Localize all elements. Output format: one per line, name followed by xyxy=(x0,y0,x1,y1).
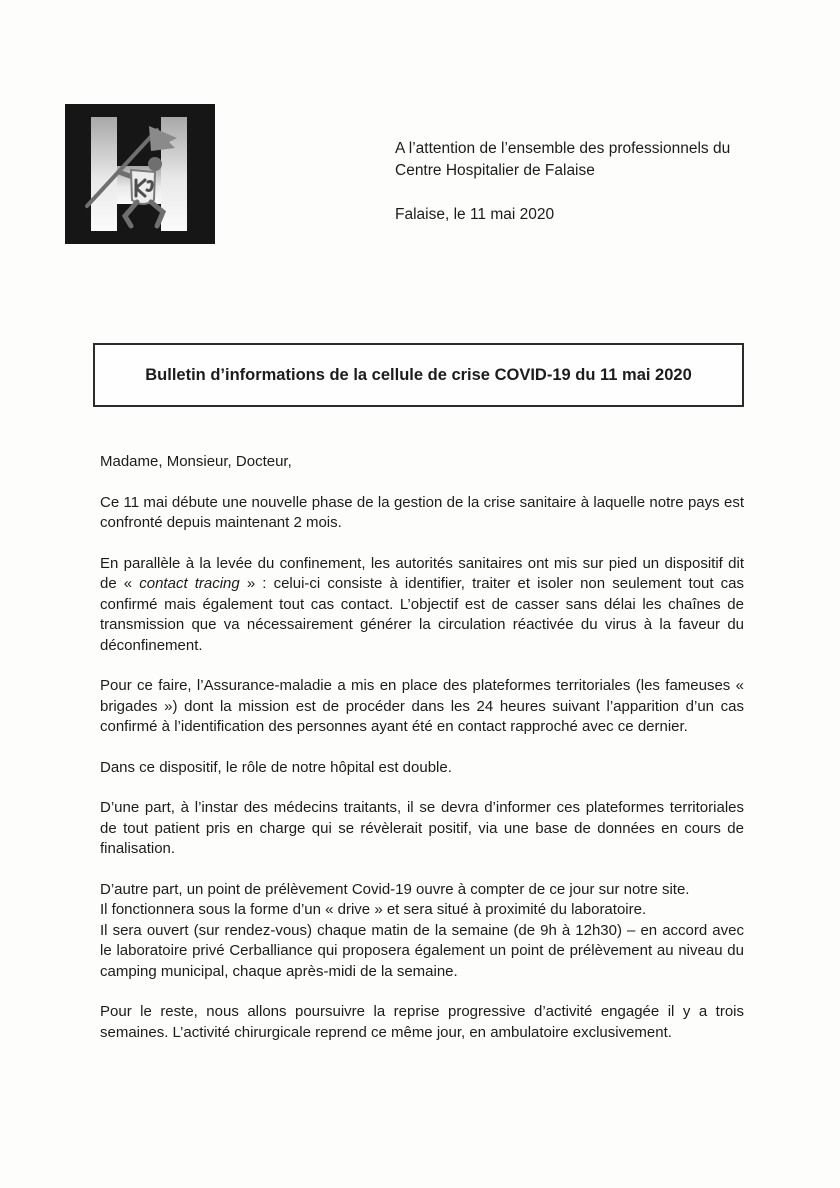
paragraph-line-1: D’autre part, un point de prélèvement Covid-19 ouvre à compter de ce jour sur notre site. xyxy=(100,880,690,898)
paragraph-intro: Ce 11 mai débute une nouvelle phase de la gestion de la crise sanitaire à laquelle notre pays est confronté depuis maintenant 2 mois. xyxy=(100,493,744,531)
recipient-block xyxy=(395,138,770,226)
paragraph-role-double: Dans ce dispositif, le rôle de notre hôpital est double. xyxy=(100,758,452,776)
dateline: Falaise, le 11 mai 2020 xyxy=(395,206,555,223)
letter-body xyxy=(100,452,744,1063)
paragraph-dune-part: D’une part, à l’instar des médecins traitants, il se devra d’informer ces plateformes territoriales de tout patient pris en charge qui se révèlerait positif, via une base de données en cours de finalisation. xyxy=(100,799,744,857)
paragraph-text-pre: En parallèle à la levée du confinement, les autorités sanitaires ont mis sur pied un dispositif dit de « xyxy=(100,554,744,592)
paragraph-text-post: » : celui-ci consiste à identifier, traiter et isoler non seulement tout cas confirmé mais également tout cas contact. L’objectif est de casser sans délai les chaînes de transmission que va nécessairement générer la circulation réactivée du virus à la faveur du déconfinement. xyxy=(100,575,744,654)
hospital-logo-graphic xyxy=(65,104,215,244)
paragraph-dautre-part xyxy=(100,880,744,983)
hospital-logo xyxy=(65,104,215,244)
recipient-line-1: A l’attention de l’ensemble des professionnels du xyxy=(395,140,731,157)
document-title: Bulletin d’informations de la cellule de crise COVID-19 du 11 mai 2020 xyxy=(145,365,692,384)
italic-term-contact-tracing: contact tracing xyxy=(139,575,240,592)
title-box xyxy=(93,343,744,407)
paragraph-contact-tracing xyxy=(100,554,744,657)
paragraph-assurance-maladie: Pour ce faire, l’Assurance-maladie a mis en place des plateformes territoriales (les fameuses « brigades ») dont la mission est de procéder dans les 24 heures suivant l’apparition d’un cas confirmé à l’identification des personnes ayant été en contact rapproché avec ce dernier. xyxy=(100,677,744,735)
paragraph-line-2: Il fonctionnera sous la forme d’un « drive » et sera situé à proximité du laboratoire. xyxy=(100,901,647,918)
recipient-line-2: Centre Hospitalier de Falaise xyxy=(395,162,595,179)
paragraph-line-3: Il sera ouvert (sur rendez-vous) chaque matin de la semaine (de 9h à 12h30) – en accord avec le laboratoire privé Cerballiance qui proposera également un point de prélèvement au niveau du camping municipal, chaque après-midi de la semaine. xyxy=(100,921,744,980)
salutation: Madame, Monsieur, Docteur, xyxy=(100,453,292,470)
paragraph-conclusion: Pour le reste, nous allons poursuivre la reprise progressive d’activité engagée il y a trois semaines. L’activité chirurgicale reprend ce même jour, en ambulatoire exclusivement. xyxy=(100,1003,744,1041)
